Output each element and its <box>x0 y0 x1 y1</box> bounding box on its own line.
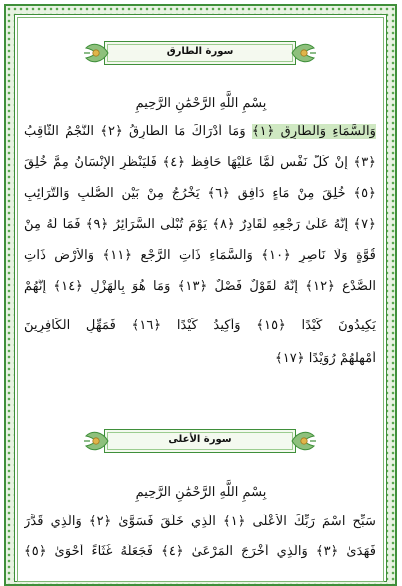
verse-line-5[interactable]: قُوَّةٍ وَلَا نَاصِرٍ ﴿١٠﴾ وَالسَّمَاءِ ذَاتِ الرَّجْعِ ﴿١١﴾ وَالْأَرْضِ ذَاتِ <box>24 248 376 263</box>
verse-line-6[interactable]: الصَّدْعِ ﴿١٢﴾ إِنَّهُ لَقَوْلٌ فَصْلٌ ﴿١٣﴾ وَمَا هُوَ بِالْهَزْلِ ﴿١٤﴾ إِنَّهُمْ <box>24 279 376 294</box>
surah-header-ala <box>82 426 318 456</box>
verse-line-3[interactable]: ﴿٥﴾ خُلِقَ مِنْ مَاءٍ دَافِقٍ ﴿٦﴾ يَخْرُجُ مِنْ بَيْنِ الصُّلْبِ وَالتَّرَائِبِ <box>24 186 376 201</box>
surah-title: سورة الطارق <box>166 46 234 57</box>
verse-line-4[interactable]: ﴿٧﴾ إِنَّهُ عَلَىٰ رَجْعِهِ لَقَادِرٌ ﴿٨﴾ يَوْمَ تُبْلَى السَّرَائِرُ ﴿٩﴾ فَمَا لَهُ مِنْ <box>24 217 376 232</box>
highlighted-verse[interactable]: وَالسَّمَاءِ وَالطَّارِقِ ﴿١﴾ <box>251 124 376 139</box>
surah-header-tariq <box>82 38 318 68</box>
basmala: بِسْمِ اللَّهِ الرَّحْمَٰنِ الرَّحِيمِ <box>135 96 267 111</box>
verse-line-10[interactable]: فَهَدَىٰ ﴿٣﴾ وَالَّذِي أَخْرَجَ الْمَرْعَىٰ ﴿٤﴾ فَجَعَلَهُ غُثَاءً أَحْوَىٰ ﴿٥﴾ <box>24 544 376 559</box>
verse-line-1-rest: وَمَا أَدْرَاكَ مَا الطَّارِقُ ﴿٢﴾ النَّجْمُ الثَّاقِبُ <box>24 124 246 139</box>
basmala: بِسْمِ اللَّهِ الرَّحْمَٰنِ الرَّحِيمِ <box>135 485 267 500</box>
surah-title: سورة الأعلى <box>168 434 232 445</box>
verse-line-2[interactable]: ﴿٣﴾ إِنْ كُلُّ نَفْسٍ لَمَّا عَلَيْهَا حَافِظٌ ﴿٤﴾ فَلْيَنْظُرِ الْإِنْسَانُ مِمَّ خُلِقَ <box>24 155 376 170</box>
verse-line-7[interactable]: يَكِيدُونَ كَيْدًا ﴿١٥﴾ وَأَكِيدُ كَيْدًا ﴿١٦﴾ فَمَهِّلِ الْكَافِرِينَ <box>24 318 376 333</box>
verse-line-1[interactable] <box>24 124 376 139</box>
verse-line-8[interactable]: أَمْهِلْهُمْ رُوَيْدًا ﴿١٧﴾ <box>274 351 376 366</box>
verse-line-9[interactable]: سَبِّحِ اسْمَ رَبِّكَ الْأَعْلَى ﴿١﴾ الَّذِي خَلَقَ فَسَوَّىٰ ﴿٢﴾ وَالَّذِي قَدَّرَ <box>24 514 376 529</box>
